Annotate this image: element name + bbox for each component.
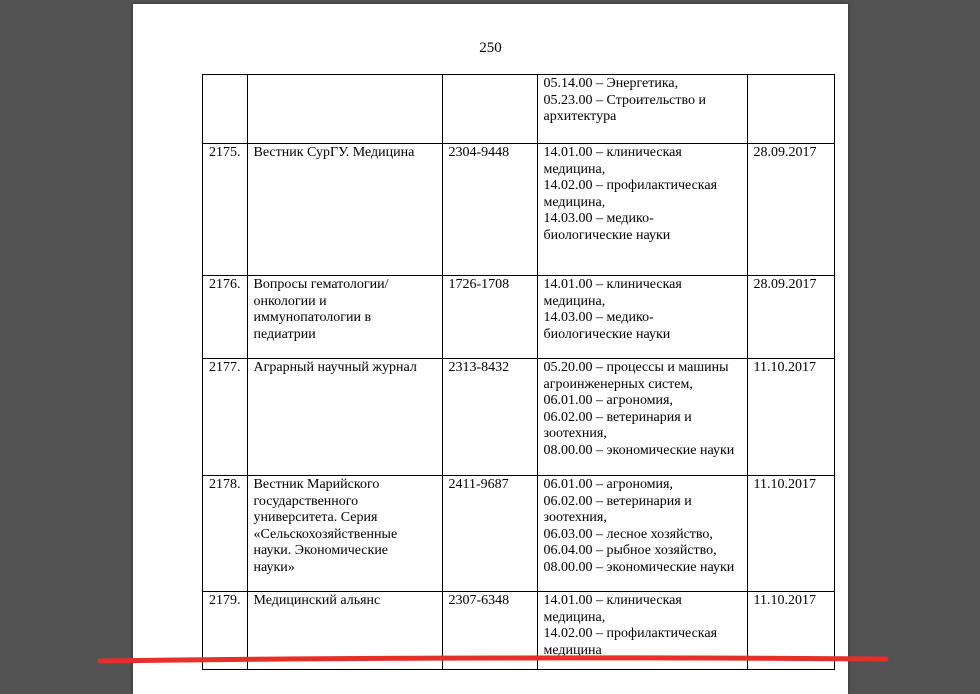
specialty-line: 05.20.00 – процессы и машины (543, 360, 729, 375)
specialty-line: 14.01.00 – клиническая (543, 145, 682, 160)
document-page (133, 4, 848, 694)
title-line: онкологии и (253, 293, 327, 309)
title-line: Медицинский альянс (253, 593, 381, 608)
specialty-line: медицина, (543, 194, 606, 210)
title-line: Вестник СурГУ. Медицина (253, 145, 415, 160)
row-number-cell: 2177. (203, 359, 248, 476)
title-line: университета. Серия (253, 510, 378, 525)
title-line: иммунопатологии в (253, 310, 372, 325)
specialty-line: 14.03.00 – медико- (543, 211, 654, 226)
issn-cell: 2313-8432 (442, 359, 537, 476)
title-line: Вестник Марийского (253, 477, 380, 492)
date-cell: 28.09.2017 (747, 276, 834, 359)
specialty-line: зоотехния, (543, 510, 607, 525)
specialty-line: 05.14.00 – Энергетика, (543, 76, 679, 91)
date-cell: 11.10.2017 (747, 592, 834, 670)
specialty-line: 06.03.00 – лесное хозяйство, (543, 526, 713, 542)
title-line: Аграрный научный журнал (253, 360, 417, 375)
issn-cell: 2411-9687 (442, 476, 537, 592)
table-row (203, 359, 835, 476)
journal-title-cell (247, 75, 442, 144)
specialty-line: медицина, (543, 293, 606, 309)
specialty-line: биологические науки (543, 326, 671, 342)
row-number-cell: 2178. (203, 476, 248, 592)
specialties-cell (537, 359, 747, 476)
journal-title-cell (247, 592, 442, 670)
row-number-cell (203, 75, 248, 144)
specialty-line: агроинженерных систем, (543, 376, 693, 392)
journal-title-cell (247, 359, 442, 476)
specialty-line: 14.03.00 – медико- (543, 310, 654, 325)
row-number-cell: 2176. (203, 276, 248, 359)
title-line: педиатрии (253, 326, 316, 342)
page-number: 250 (479, 40, 502, 56)
title-line: «Сельскохозяйственные (253, 526, 398, 542)
table-row (203, 276, 835, 359)
issn-cell: 2304-9448 (442, 144, 537, 276)
title-line: Вопросы гематологии/ (253, 277, 389, 292)
specialty-line: медицина, (543, 609, 606, 625)
specialty-line: 08.00.00 – экономические науки (543, 559, 735, 575)
specialty-line: биологические науки (543, 227, 671, 243)
issn-cell (442, 75, 537, 144)
specialty-line: 05.23.00 – Строительство и (543, 92, 706, 108)
specialty-line: архитектура (543, 109, 617, 124)
journal-title-cell (247, 276, 442, 359)
issn-cell: 1726-1708 (442, 276, 537, 359)
title-line: науки. Экономические (253, 543, 389, 558)
specialty-line: зоотехния, (543, 426, 607, 441)
specialty-line: 06.02.00 – ветеринария и (543, 409, 692, 425)
specialty-line: 14.02.00 – профилактическая (543, 626, 718, 641)
specialty-line: 14.02.00 – профилактическая (543, 178, 718, 193)
specialty-line: 06.01.00 – агрономия, (543, 393, 673, 408)
specialty-line: 06.02.00 – ветеринария и (543, 493, 692, 509)
specialty-line: 08.00.00 – экономические науки (543, 442, 735, 458)
date-cell: 28.09.2017 (747, 144, 834, 276)
specialties-cell (537, 592, 747, 670)
issn-cell: 2307-6348 (442, 592, 537, 670)
table-row (203, 592, 835, 670)
date-cell (747, 75, 834, 144)
journal-title-cell (247, 144, 442, 276)
specialty-line: 06.01.00 – агрономия, (543, 477, 673, 492)
specialty-line: 06.04.00 – рыбное хозяйство, (543, 543, 717, 558)
title-line: государственного (253, 493, 359, 509)
specialty-line: 14.01.00 – клиническая (543, 593, 682, 608)
row-number-cell: 2179. (203, 592, 248, 670)
journal-table (202, 74, 835, 670)
table-row (203, 144, 835, 276)
date-cell: 11.10.2017 (747, 476, 834, 592)
specialties-cell (537, 75, 747, 144)
row-number-cell: 2175. (203, 144, 248, 276)
journal-title-cell (247, 476, 442, 592)
specialty-line: 14.01.00 – клиническая (543, 277, 682, 292)
table-row (203, 476, 835, 592)
specialties-cell (537, 276, 747, 359)
specialties-cell (537, 144, 747, 276)
table-row (203, 75, 835, 144)
date-cell: 11.10.2017 (747, 359, 834, 476)
specialties-cell (537, 476, 747, 592)
title-line: науки» (253, 559, 295, 575)
specialty-line: медицина (543, 642, 602, 658)
specialty-line: медицина, (543, 161, 606, 177)
